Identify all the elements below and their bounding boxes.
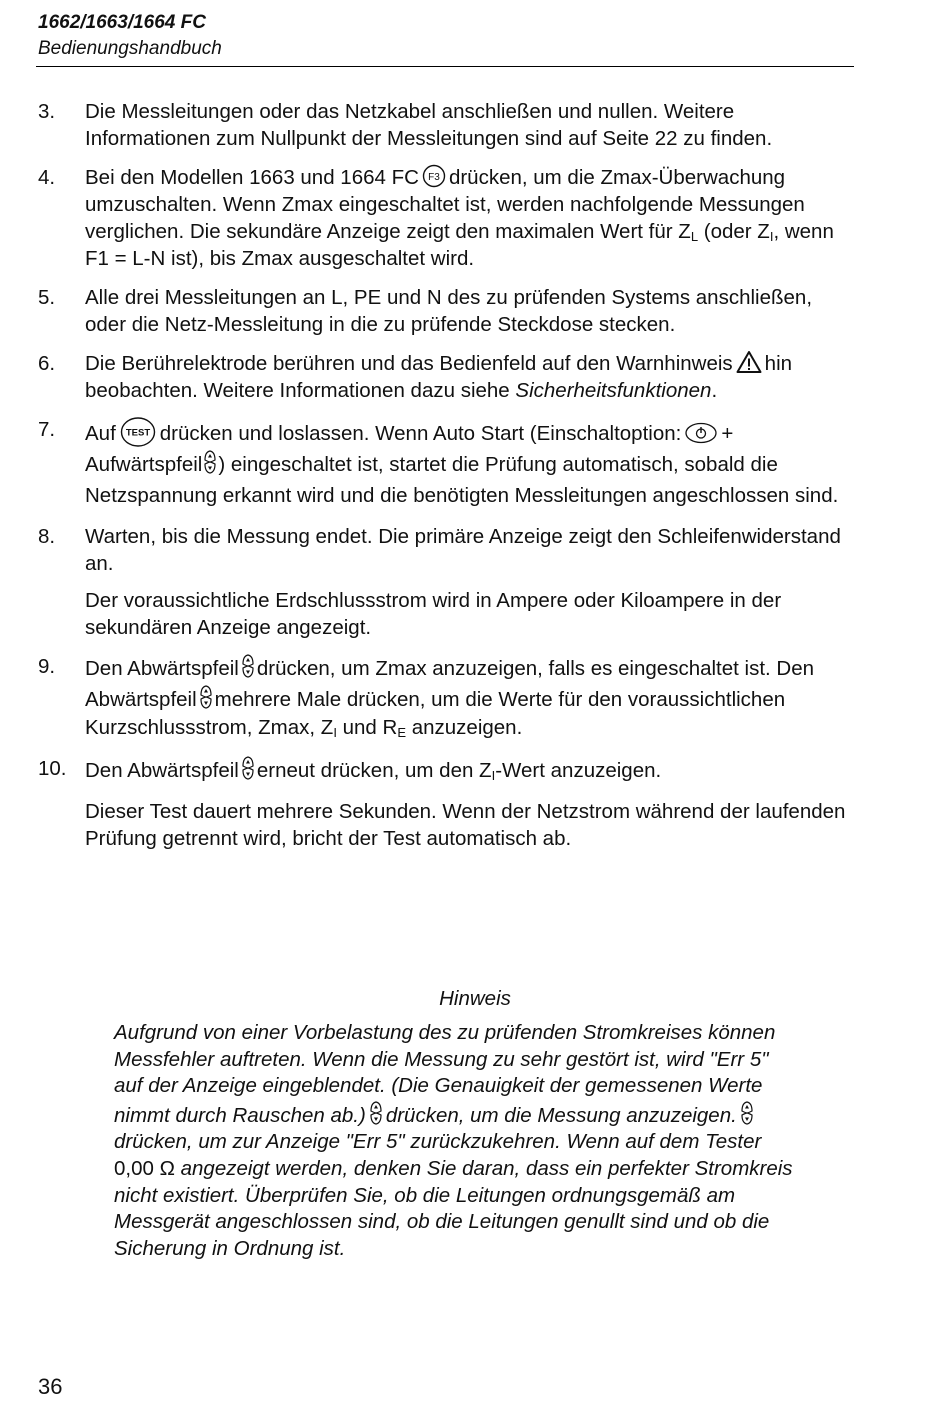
step-text: , wenn F1 = L-N ist), bis Zmax ausgeschaltet wird. [85,220,834,270]
step-text: hin beobachten. Weitere Informationen dazu siehe [85,352,793,402]
step-text: Die Messleitungen oder das Netzkabel anschließen und nullen. Weitere Informationen zum Nullpunkt der Messleitungen sind auf Seite 22 zu finden. [85,100,773,150]
step-text: (oder Z [698,220,770,243]
step-extra-text: Dieser Test dauert mehrere Sekunden. Wenn der Netzstrom während der laufenden Prüfung getrennt wird, bricht der Test automatisch ab. [85,799,846,850]
power-button-icon [684,422,718,444]
header-model: 1662/1663/1664 FC [38,12,206,33]
step-number: 7. [38,418,56,441]
step-extra-text: Der voraussichtliche Erdschlussstrom wird in Ampere oder Kiloampere in der sekundären Anzeige angezeigt. [85,589,782,639]
step-number: 6. [38,352,56,375]
step-text: Den Abwärtspfeil [85,657,239,680]
page-header [38,10,854,62]
step-list [38,98,848,864]
step-3 [38,98,848,152]
step-text: ) eingeschaltet ist, startet die Prüfung automatisch, sobald die Netzspannung erkannt wird und die benötigten Messleitungen angeschlossen sind. [85,453,839,507]
step-text: Bei den Modellen 1663 und 1664 FC [85,166,419,189]
test-button-icon [119,416,157,448]
header-subtitle: Bedienungshandbuch [38,38,222,59]
subscript: I [491,767,496,783]
subscript: I [769,229,774,244]
step-8 [38,523,848,641]
f3-key-label: F3 [428,172,440,183]
step-number: 9. [38,655,56,678]
step-number: 10. [38,756,67,780]
step-text: Die Berührelektrode berühren und das Bedienfeld auf den Warnhinweis [85,352,733,375]
step-number: 3. [38,100,56,123]
step-text: -Wert anzuzeigen. [495,758,662,782]
up-down-arrow-key-icon [199,684,213,710]
step-text: Warten, bis die Messung endet. Die primäre Anzeige zeigt den Schleifenwiderstand an. [85,525,841,575]
step-10 [38,755,848,852]
step-text: anzuzeigen. [406,716,523,739]
f3-key-icon [422,164,446,188]
step-text: drücken, um die Zmax-Überwachung umzuschalten. Wenn Zmax eingeschaltet ist, werden nachfolgende Messungen verglichen. Die sekundäre Anzeige zeigt den maximalen Wert für Z [85,166,805,243]
subscript: E [397,725,407,740]
step-text: drücken, um Zmax anzuzeigen, falls es eingeschaltet ist. Den Abwärtspfeil [85,657,815,711]
header-rule [36,66,854,67]
step-number: 8. [38,525,56,548]
note-body [114,1020,794,1262]
step-9 [38,653,848,743]
up-down-arrow-key-icon [241,653,255,679]
step-number: 4. [38,166,56,189]
note-title: Hinweis [439,987,511,1010]
step-text: drücken und loslassen. Wenn Auto Start (Einschaltoption: [159,422,682,445]
step-text: Alle drei Messleitungen an L, PE und N des zu prüfenden Systems anschließen, oder die Netz-Messleitung in die zu prüfende Steckdose stecken. [85,286,813,336]
display-value: 0,00 Ω [114,1156,175,1180]
step-text: + Aufwärtspfeil [85,422,734,476]
step-5 [38,284,848,338]
note-text: angezeigt werden, denken Sie daran, dass ein perfekter Stromkreis nicht existiert. Überprüfen Sie, ob die Leitungen ordnungsgemäß am Messgerät angeschlossen sind, ob die Leitungen genullt sind und ob die Sicherung in Ordnung ist. [114,1156,793,1260]
warning-triangle-icon [736,350,762,374]
up-down-arrow-key-icon [203,449,217,475]
note-text: drücken, um die Messung anzuzeigen. [385,1103,737,1127]
up-down-arrow-key-icon [241,755,255,781]
step-text: Den Abwärtspfeil [85,758,239,782]
test-button-label: TEST [125,427,150,439]
note-text: Aufgrund von einer Vorbelastung des zu prüfenden Stromkreises können Messfehler auftreten. Wenn die Messung zu sehr gestört ist, wird "Err 5" auf der Anzeige eingeblendet. (Die Genauigkeit der gemessenen Werte nimmt durch Rauschen ab.) [114,1021,776,1127]
step-text: mehrere Male drücken, um die Werte für den voraussichtlichen Kurzschlussstrom, Zmax, Z [85,687,786,739]
step-text: erneut drücken, um den Z [256,758,492,782]
subscript: L [690,229,699,244]
step-6: 6. Die Berührelektrode berühren und das Bedienfeld auf den Warnhinweis hin beobachten. Weitere Informationen dazu siehe Sicherheitsfunktionen. [38,352,793,402]
subscript: I [333,725,337,740]
step-7 [38,416,848,511]
cross-reference: Sicherheitsfunktionen [515,379,712,402]
step-text: Auf [85,422,116,445]
page-number: 36 [38,1374,63,1399]
up-down-arrow-key-icon [740,1100,754,1126]
step-4 [38,164,848,272]
note-text: drücken, um zur Anzeige "Err 5" zurückzukehren. Wenn auf dem Tester [114,1130,762,1154]
step-text: und R [336,716,398,739]
step-number: 5. [38,286,56,309]
up-down-arrow-key-icon [369,1100,383,1126]
